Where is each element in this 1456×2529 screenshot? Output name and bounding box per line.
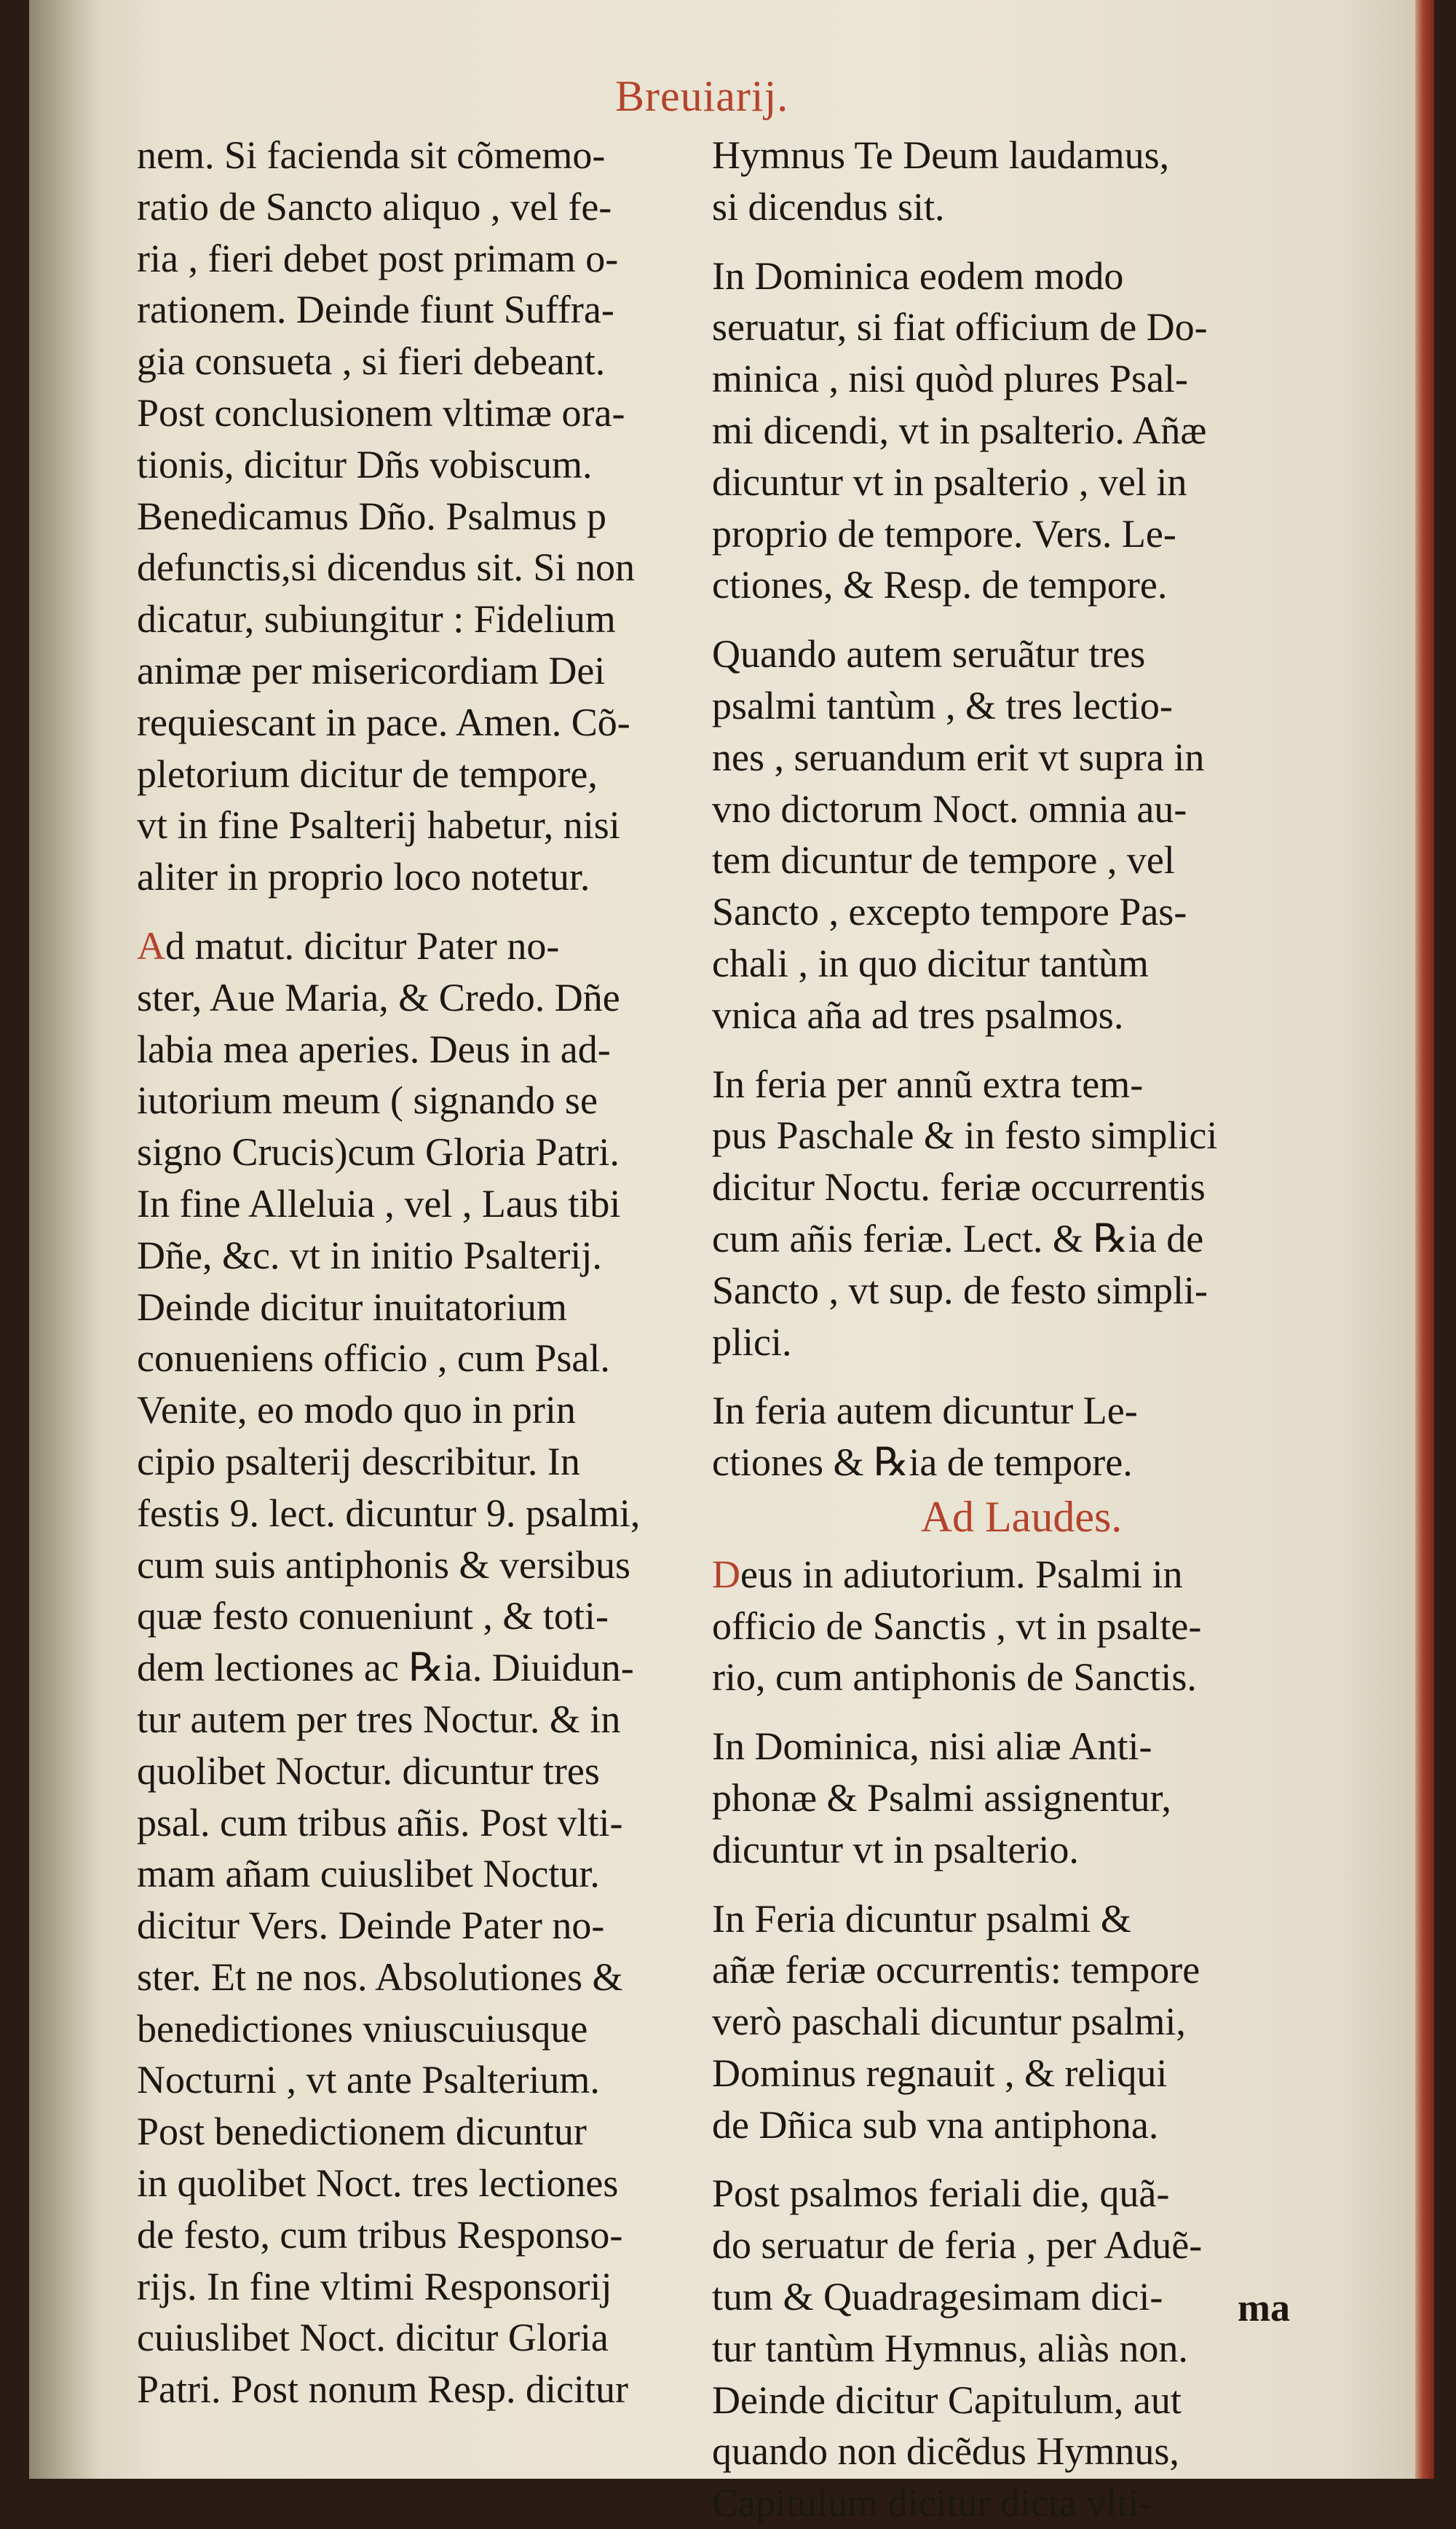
line-text: d matut. dicitur Pater no- bbox=[165, 923, 560, 968]
text-line bbox=[712, 1652, 1331, 1703]
line-text: Patri. Post nonum Resp. dicitur bbox=[137, 2367, 628, 2412]
line-text: dicitur Noctu. feriæ occurrentis bbox=[712, 1165, 1206, 1210]
line-text: Hymnus Te Deum laudamus, bbox=[712, 133, 1170, 177]
text-line bbox=[137, 2158, 694, 2209]
line-text: cuiuslibet Noct. dicitur Gloria bbox=[137, 2316, 609, 2360]
line-text: Deinde dicitur Capitulum, aut bbox=[712, 2378, 1182, 2422]
book-cover-edge bbox=[1415, 0, 1434, 2479]
line-text: gia consueta , si fieri debeant. bbox=[137, 339, 606, 384]
text-line bbox=[137, 491, 694, 543]
text-line bbox=[137, 1230, 694, 1282]
line-text: cipio psalterij describitur. In bbox=[137, 1439, 580, 1483]
text-line bbox=[712, 2099, 1331, 2151]
text-line bbox=[137, 1127, 694, 1178]
text-line bbox=[137, 1694, 694, 1745]
line-text: añæ feriæ occurrentis: tempore bbox=[712, 1948, 1200, 1992]
text-line bbox=[137, 181, 694, 233]
text-line bbox=[712, 2426, 1331, 2477]
line-text: dicitur Vers. Deinde Pater no- bbox=[137, 1903, 605, 1948]
text-line bbox=[137, 2364, 694, 2415]
text-line bbox=[712, 353, 1331, 405]
text-line bbox=[137, 387, 694, 439]
text-line bbox=[137, 2312, 694, 2364]
text-line bbox=[712, 1996, 1331, 2048]
line-text: ria , fieri debet post primam o- bbox=[137, 236, 619, 280]
line-text: festis 9. lect. dicuntur 9. psalmi, bbox=[137, 1491, 641, 1535]
text-line bbox=[137, 1539, 694, 1591]
text-line bbox=[712, 2477, 1331, 2529]
text-line bbox=[137, 336, 694, 387]
left-text-column bbox=[137, 130, 694, 2415]
line-text: officio de Sanctis , vt in psalte- bbox=[712, 1603, 1202, 1648]
text-line bbox=[712, 784, 1331, 835]
text-line bbox=[712, 1317, 1331, 1368]
text-line bbox=[137, 1642, 694, 1694]
text-line bbox=[712, 1772, 1331, 1824]
line-text: Post conclusionem vltimæ ora- bbox=[137, 390, 625, 435]
line-text: In Dominica, nisi aliæ Anti- bbox=[712, 1724, 1152, 1769]
line-text: dicatur, subiungitur : Fidelium bbox=[137, 597, 616, 642]
text-line bbox=[137, 1384, 694, 1436]
text-line bbox=[712, 1944, 1331, 1996]
line-text: vno dictorum Noct. omnia au- bbox=[712, 786, 1187, 831]
text-line bbox=[137, 645, 694, 697]
paragraph bbox=[137, 920, 694, 2415]
text-line bbox=[712, 2375, 1331, 2426]
text-line bbox=[712, 405, 1331, 457]
text-line bbox=[137, 2209, 694, 2261]
text-line bbox=[712, 1161, 1331, 1213]
initial-capital: D bbox=[712, 1552, 740, 1596]
page-gutter-shadow bbox=[29, 0, 98, 2479]
section-heading: Ad Laudes. bbox=[920, 1492, 1123, 1541]
text-line bbox=[137, 593, 694, 645]
text-line bbox=[137, 920, 694, 972]
paragraph bbox=[712, 2168, 1331, 2529]
text-line bbox=[712, 130, 1331, 181]
text-line bbox=[712, 1893, 1331, 1945]
line-text: Quando autem seruãtur tres bbox=[712, 632, 1146, 676]
text-line bbox=[712, 1385, 1331, 1437]
text-line bbox=[137, 800, 694, 851]
text-line bbox=[137, 2106, 694, 2158]
text-line bbox=[712, 508, 1331, 560]
text-line bbox=[712, 886, 1331, 938]
line-text: tur tantùm Hymnus, aliàs non. bbox=[712, 2326, 1188, 2370]
line-text: requiescant in pace. Amen. Cõ- bbox=[137, 700, 630, 744]
line-text: chali , in quo dicitur tantùm bbox=[712, 941, 1149, 985]
line-text: cum añis feriæ. Lect. & ℞ia de bbox=[712, 1216, 1204, 1260]
line-text: rationem. Deinde fiunt Suffra- bbox=[137, 288, 614, 332]
text-line bbox=[137, 1436, 694, 1488]
text-line bbox=[137, 1797, 694, 1849]
text-line bbox=[712, 250, 1331, 302]
line-text: minica , nisi quòd plures Psal- bbox=[712, 357, 1188, 401]
paragraph bbox=[712, 1893, 1331, 2151]
catchword: ma bbox=[1238, 2286, 1290, 2329]
line-text: cum suis antiphonis & versibus bbox=[137, 1542, 630, 1587]
text-line bbox=[137, 972, 694, 1024]
paragraph bbox=[137, 130, 694, 903]
line-text: pletorium dicitur de tempore, bbox=[137, 751, 598, 796]
line-text: quolibet Noctur. dicuntur tres bbox=[137, 1748, 600, 1793]
line-text: tionis, dicitur Dñs vobiscum. bbox=[137, 442, 593, 486]
line-text: do seruatur de feria , per Aduẽ- bbox=[712, 2223, 1203, 2268]
text-line bbox=[137, 130, 694, 181]
line-text: animæ per misericordiam Dei bbox=[137, 648, 606, 693]
line-text: proprio de tempore. Vers. Le- bbox=[712, 511, 1176, 556]
text-line bbox=[712, 990, 1331, 1041]
line-text: verò paschali dicuntur psalmi, bbox=[712, 2000, 1186, 2044]
text-line bbox=[712, 1824, 1331, 1876]
line-text: Sancto , excepto tempore Pas- bbox=[712, 890, 1187, 934]
line-text: seruatur, si fiat officium de Do- bbox=[712, 305, 1208, 350]
line-text: psal. cum tribus añis. Post vlti- bbox=[137, 1800, 623, 1845]
text-line bbox=[137, 1178, 694, 1230]
line-text: tur autem per tres Noctur. & in bbox=[137, 1697, 621, 1741]
line-text: dicuntur vt in psalterio. bbox=[712, 1827, 1079, 1871]
text-line bbox=[712, 2220, 1331, 2271]
text-line bbox=[137, 1282, 694, 1333]
running-head: Breuiarij. bbox=[615, 72, 789, 120]
line-text: vt in fine Psalterij habetur, nisi bbox=[137, 803, 620, 848]
text-line bbox=[712, 680, 1331, 732]
text-line bbox=[137, 542, 694, 593]
line-text: In Feria dicuntur psalmi & bbox=[712, 1896, 1131, 1941]
initial-capital: A bbox=[137, 923, 165, 968]
text-line bbox=[712, 1601, 1331, 1652]
text-line bbox=[712, 457, 1331, 508]
text-line bbox=[712, 2168, 1331, 2220]
paragraph bbox=[712, 130, 1331, 233]
text-line bbox=[137, 233, 694, 285]
line-text: iutorium meum ( signando se bbox=[137, 1078, 598, 1123]
line-text: ratio de Sancto aliquo , vel fe- bbox=[137, 184, 612, 229]
text-line bbox=[712, 1110, 1331, 1161]
paragraph bbox=[712, 1385, 1331, 1488]
text-line bbox=[137, 2003, 694, 2055]
text-line bbox=[137, 1488, 694, 1539]
line-text: In feria autem dicuntur Le- bbox=[712, 1389, 1138, 1433]
line-text: de Dñica sub vna antiphona. bbox=[712, 2102, 1159, 2147]
line-text: Dñe, &c. vt in initio Psalterij. bbox=[137, 1233, 602, 1277]
text-line bbox=[137, 1075, 694, 1127]
text-line bbox=[137, 284, 694, 336]
line-text: Post psalmos feriali die, quã- bbox=[712, 2171, 1170, 2216]
text-line bbox=[137, 1024, 694, 1076]
text-line bbox=[712, 628, 1331, 680]
text-line bbox=[712, 938, 1331, 990]
text-line bbox=[712, 181, 1331, 233]
line-text: Dominus regnauit , & reliqui bbox=[712, 2051, 1168, 2095]
line-text: vnica aña ad tres psalmos. bbox=[712, 993, 1124, 1037]
text-line bbox=[712, 559, 1331, 611]
text-line bbox=[712, 1059, 1331, 1110]
line-text: de festo, cum tribus Responso- bbox=[137, 2212, 623, 2257]
line-text: defunctis,si dicendus sit. Si non bbox=[137, 545, 635, 590]
text-line bbox=[137, 1745, 694, 1797]
text-line bbox=[137, 1848, 694, 1900]
line-text: in quolibet Noct. tres lectiones bbox=[137, 2161, 619, 2206]
line-text: benedictiones vniuscuiusque bbox=[137, 2006, 588, 2051]
text-line bbox=[712, 1213, 1331, 1265]
text-line bbox=[137, 697, 694, 749]
text-line bbox=[712, 1721, 1331, 1772]
line-text: pus Paschale & in festo simplici bbox=[712, 1113, 1218, 1158]
line-text: mi dicendi, vt in psalterio. Añæ bbox=[712, 408, 1207, 452]
line-text: mam añam cuiuslibet Noctur. bbox=[137, 1852, 600, 1896]
line-text: signo Crucis)cum Gloria Patri. bbox=[137, 1130, 620, 1175]
line-text: In fine Alleluia , vel , Laus tibi bbox=[137, 1181, 621, 1226]
line-text: labia mea aperies. Deus in ad- bbox=[137, 1027, 611, 1071]
line-text: si dicendus sit. bbox=[712, 184, 945, 229]
line-text: quæ festo conueniunt , & toti- bbox=[137, 1594, 609, 1638]
line-text: In feria per annũ extra tem- bbox=[712, 1062, 1144, 1106]
text-line bbox=[712, 1265, 1331, 1317]
line-text: nem. Si facienda sit cõmemo- bbox=[137, 133, 606, 177]
text-line bbox=[137, 2054, 694, 2106]
line-text: nes , seruandum erit vt supra in bbox=[712, 735, 1205, 779]
paragraph bbox=[712, 1549, 1331, 1703]
text-line bbox=[137, 1952, 694, 2003]
paragraph bbox=[712, 628, 1331, 1041]
line-text: Deinde dicitur inuitatorium bbox=[137, 1285, 567, 1329]
line-text: rijs. In fine vltimi Responsorij bbox=[137, 2264, 612, 2308]
book-page bbox=[29, 0, 1434, 2525]
text-line bbox=[712, 2323, 1331, 2375]
line-text: Venite, eo modo quo in prin bbox=[137, 1388, 576, 1432]
line-text: dicuntur vt in psalterio , vel in bbox=[712, 459, 1187, 504]
right-text-column bbox=[712, 130, 1331, 2529]
paragraph bbox=[712, 250, 1331, 612]
line-text: tem dicuntur de tempore , vel bbox=[712, 838, 1175, 883]
line-text: phonæ & Psalmi assignentur, bbox=[712, 1775, 1171, 1820]
text-line bbox=[712, 732, 1331, 784]
text-line bbox=[712, 2048, 1331, 2099]
text-line bbox=[137, 1333, 694, 1384]
text-line bbox=[137, 851, 694, 903]
text-line bbox=[712, 1549, 1331, 1601]
line-text: ctiones & ℞ia de tempore. bbox=[712, 1440, 1133, 1485]
line-text: psalmi tantùm , & tres lectio- bbox=[712, 683, 1173, 727]
line-text: conueniens officio , cum Psal. bbox=[137, 1336, 610, 1381]
text-line bbox=[137, 749, 694, 800]
line-text: ster, Aue Maria, & Credo. Dñe bbox=[137, 975, 620, 1019]
text-line bbox=[712, 1437, 1331, 1488]
text-line bbox=[137, 2261, 694, 2313]
text-line bbox=[712, 835, 1331, 886]
line-text: rio, cum antiphonis de Sanctis. bbox=[712, 1655, 1197, 1700]
line-text: Capitulum dicitur dicta vlti- bbox=[712, 2481, 1152, 2525]
line-text: dem lectiones ac ℞ia. Diuidun- bbox=[137, 1646, 634, 1690]
line-text: eus in adiutorium. Psalmi in bbox=[740, 1552, 1183, 1596]
line-text: ctiones, & Resp. de tempore. bbox=[712, 563, 1168, 607]
line-text: aliter in proprio loco notetur. bbox=[137, 855, 590, 899]
line-text: In Dominica eodem modo bbox=[712, 253, 1124, 298]
paragraph bbox=[712, 1721, 1331, 1875]
line-text: Post benedictionem dicuntur bbox=[137, 2110, 587, 2154]
text-line bbox=[137, 439, 694, 491]
text-line bbox=[712, 301, 1331, 353]
line-text: ster. Et ne nos. Absolutiones & bbox=[137, 1954, 623, 1999]
text-line bbox=[137, 1900, 694, 1952]
line-text: tum & Quadragesimam dici- bbox=[712, 2275, 1163, 2319]
line-text: Benedicamus Dño. Psalmus p bbox=[137, 494, 606, 538]
text-line bbox=[137, 1590, 694, 1642]
line-text: quando non dicẽdus Hymnus, bbox=[712, 2429, 1179, 2474]
paragraph bbox=[712, 1059, 1331, 1368]
line-text: Sancto , vt sup. de festo simpli- bbox=[712, 1268, 1208, 1312]
line-text: plici. bbox=[712, 1319, 792, 1364]
line-text: Nocturni , vt ante Psalterium. bbox=[137, 2058, 600, 2102]
